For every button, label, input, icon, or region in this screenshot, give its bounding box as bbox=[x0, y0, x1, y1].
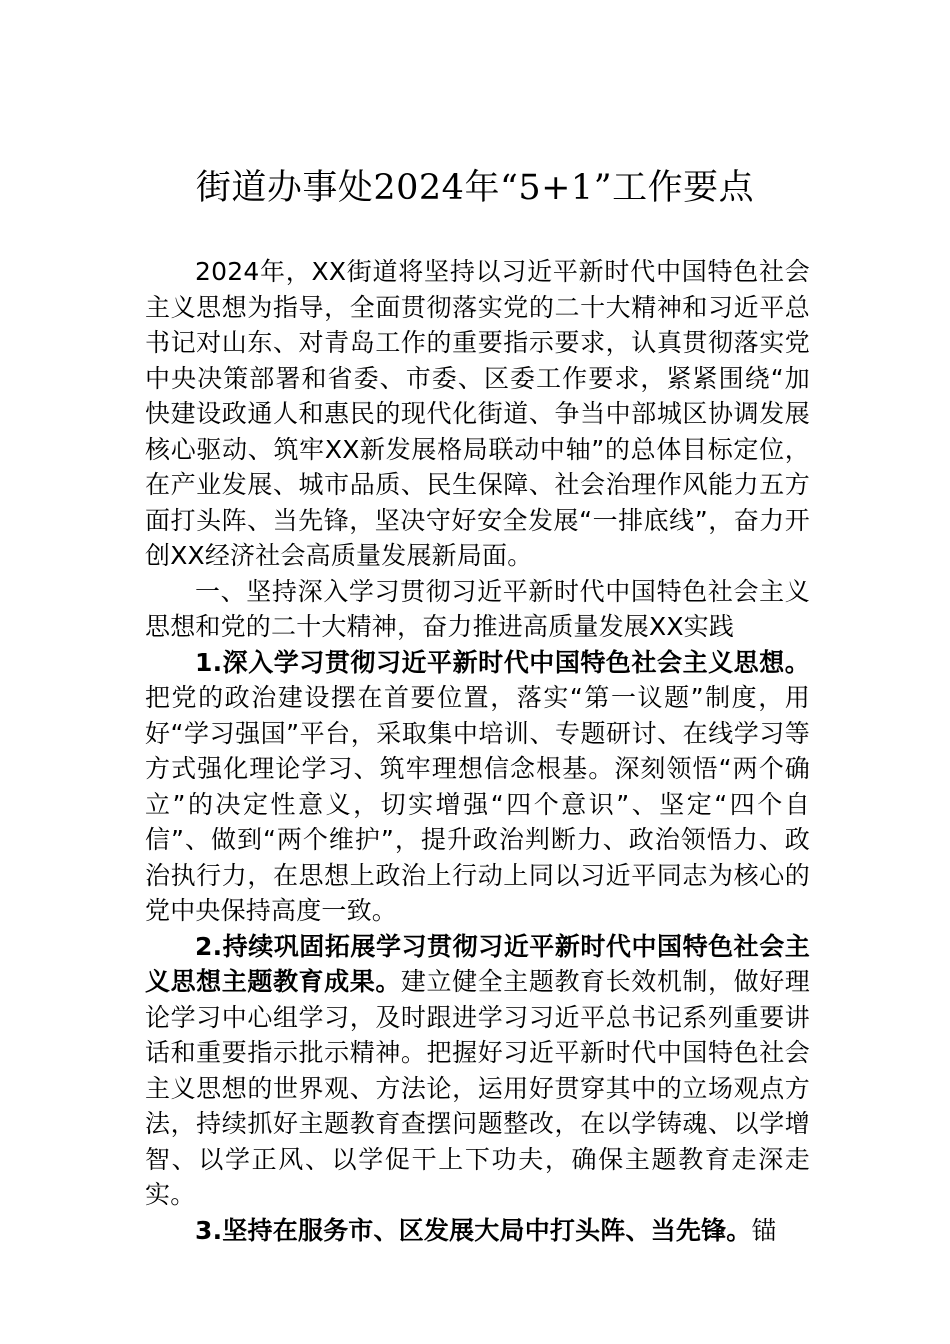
section-heading: 一、坚持深入学习贯彻习近平新时代中国特色社会主义思想和党的二十大精神，奋力推进高质量发展XX实践 bbox=[145, 576, 810, 641]
item-heading: 2.持续巩固拓展学习贯彻习近平新时代中国特色社会主义思想主题教育成果。 bbox=[145, 931, 810, 996]
item-text: 把党的政治建设摆在首要位置，落实“第一议题”制度，用好“学习强国”平台，采取集中培训、专题研讨、在线学习等方式强化理论学习、筑牢理想信念根基。深刻领悟“两个确立”的决定性意义，切实增强“四个意识”、坚定“四个自信”、做到“两个维护”，提升政治判断力、政治领悟力、政治执行力，在思想上政治上行动上同以习近平同志为核心的党中央保持高度一致。 bbox=[145, 683, 810, 925]
document-body bbox=[145, 254, 810, 1248]
item-text: 建立健全主题教育长效机制，做好理论学习中心组学习，及时跟进学习习近平总书记系列重要讲话和重要指示批示精神。把握好习近平新时代中国特色社会主义思想的世界观、方法论，运用好贯穿其中的立场观点方法，持续抓好主题教育查摆问题整改，在以学铸魂、以学增智、以学正风、以学促干上下功夫，确保主题教育走深走实。 bbox=[145, 967, 810, 1209]
document-title: 街道办事处2024年“5+1”工作要点 bbox=[195, 168, 755, 208]
item-heading: 1.深入学习贯彻习近平新时代中国特色社会主义思想。 bbox=[195, 647, 810, 677]
item-paragraph-3 bbox=[145, 1213, 810, 1249]
item-heading: 3.坚持在服务市、区发展大局中打头阵、当先锋。 bbox=[195, 1215, 752, 1245]
item-paragraph-2 bbox=[145, 929, 810, 1213]
item-paragraph-1 bbox=[145, 645, 810, 929]
item-text: 锚 bbox=[751, 1215, 777, 1245]
intro-paragraph: 2024年，XX街道将坚持以习近平新时代中国特色社会主义思想为指导，全面贯彻落实党的二十大精神和习近平总书记对山东、对青岛工作的重要指示要求，认真贯彻落实党中央决策部署和省委、市委、区委工作要求，紧紧围绕“加快建设政通人和惠民的现代化街道、争当中部城区协调发展核心驱动、筑牢XX新发展格局联动中轴”的总体目标定位，在产业发展、城市品质、民生保障、社会治理作风能力五方面打头阵、当先锋，坚决守好安全发展“一排底线”，奋力开创XX经济社会高质量发展新局面。 bbox=[145, 257, 810, 570]
